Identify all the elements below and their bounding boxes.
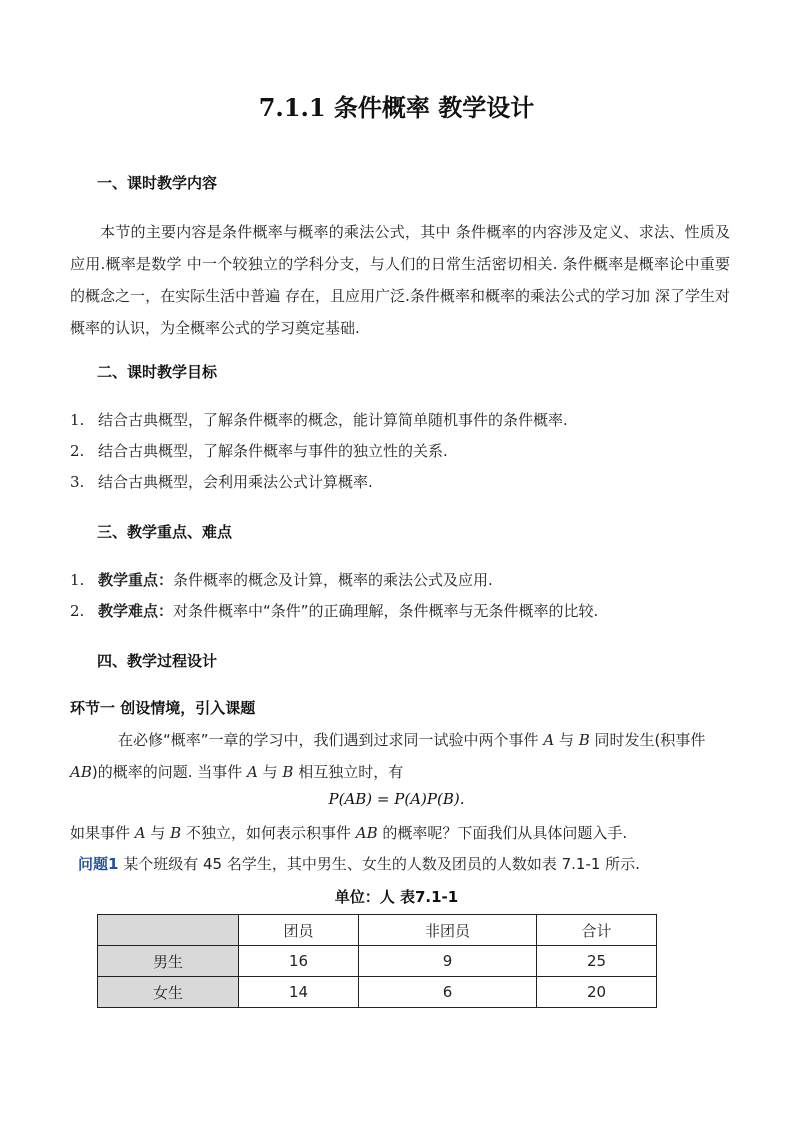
- table-header-cell: 非团员: [358, 915, 536, 946]
- keypoint-label: 教学重点：: [98, 571, 174, 589]
- formula-text: P(AB) = P(A)P(B).: [328, 790, 465, 808]
- goal-text: 结合古典概型，了解条件概率与事件的独立性的关系.: [98, 442, 448, 460]
- text-span: 在必修“概率”一章的学习中，我们遇到过求同一试验中两个事件: [118, 731, 544, 749]
- intro-paragraph: 本节的主要内容是条件概率与概率的乘法公式，其中 条件概率的内容涉及定义、求法、性质及应用.概率是数学 中一个较独立的学科分支，与人们的日常生活密切相关. 条件概率是概率论中重要的概念之一，在实际生活中普遍 存在，且应用广泛.条件概率和概率的乘法公式的学习加 深了学生对概率的认识，为全概率公式的学习奠定基础.: [70, 223, 730, 337]
- table-header-cell: [98, 915, 239, 946]
- question-1: [78, 853, 640, 874]
- goal-item: [70, 409, 568, 430]
- table-cell: 14: [239, 977, 359, 1008]
- student-table: [97, 914, 657, 1008]
- row-label: 女生: [98, 977, 239, 1008]
- goal-number: 1.: [70, 411, 85, 429]
- goal-item: [70, 471, 373, 492]
- event-a: A: [134, 824, 146, 842]
- text-span: )的概率的问题. 当事件: [91, 763, 248, 781]
- text-span: 不独立，如何表示积事件: [181, 824, 356, 842]
- event-ab: AB: [355, 824, 378, 842]
- text-span: 同时发生(积事件: [589, 731, 706, 749]
- row-label: 男生: [98, 946, 239, 977]
- goal-number: 2.: [70, 442, 85, 460]
- keypoint-number: 1.: [70, 571, 85, 589]
- event-ab: AB: [70, 763, 92, 781]
- table-cell: 25: [537, 946, 657, 977]
- table-cell: 6: [358, 977, 536, 1008]
- section-heading-process: 四、教学过程设计: [97, 652, 218, 670]
- section-heading-keypoints: 三、教学重点、难点: [97, 523, 233, 541]
- table-header-cell: 团员: [239, 915, 359, 946]
- document-title: 7.1.1 条件概率 教学设计: [258, 93, 535, 122]
- independence-formula: [0, 790, 793, 808]
- process-line-3: [70, 822, 627, 843]
- table-cell: 20: [537, 977, 657, 1008]
- keypoint-label: 教学难点：: [98, 602, 174, 620]
- event-b: B: [578, 731, 590, 749]
- goal-item: [70, 440, 448, 461]
- text-span: 与: [145, 824, 171, 842]
- question-label: 问题1: [78, 855, 119, 873]
- goal-text: 结合古典概型，了解条件概率的概念，能计算简单随机事件的条件概率.: [98, 411, 568, 429]
- table-cell: 16: [239, 946, 359, 977]
- event-b: B: [282, 763, 294, 781]
- text-span: 相互独立时，有: [293, 763, 404, 781]
- keypoint-item: [70, 569, 493, 590]
- goal-number: 3.: [70, 473, 85, 491]
- section-heading-goals: 二、课时教学目标: [97, 363, 218, 381]
- text-span: 的概率呢？下面我们从具体问题入手.: [377, 824, 628, 842]
- process-line-1: [118, 729, 705, 750]
- event-a: A: [543, 731, 555, 749]
- keypoint-text: 对条件概率中“条件”的正确理解，条件概率与无条件概率的比较.: [173, 602, 599, 620]
- stage-title: 环节一 创设情境，引入课题: [70, 699, 256, 717]
- text-span: 与: [554, 731, 579, 749]
- keypoint-item: [70, 600, 598, 621]
- goal-text: 结合古典概型，会利用乘法公式计算概率.: [98, 473, 373, 491]
- text-span: 如果事件: [70, 824, 135, 842]
- table-caption: 单位：人 表7.1-1: [334, 888, 459, 906]
- event-a: A: [247, 763, 258, 781]
- process-line-2: [70, 761, 403, 782]
- table-row: [98, 977, 657, 1008]
- table-row: [98, 946, 657, 977]
- keypoint-number: 2.: [70, 602, 85, 620]
- question-text: 某个班级有 45 名学生，其中男生、女生的人数及团员的人数如表 7.1-1 所示.: [118, 855, 640, 873]
- table-header-cell: 合计: [537, 915, 657, 946]
- text-span: 与: [257, 763, 283, 781]
- keypoint-text: 条件概率的概念及计算，概率的乘法公式及应用.: [173, 571, 493, 589]
- table-header-row: [98, 915, 657, 946]
- event-b: B: [170, 824, 182, 842]
- table-cell: 9: [358, 946, 536, 977]
- section-heading-content: 一、课时教学内容: [97, 174, 218, 192]
